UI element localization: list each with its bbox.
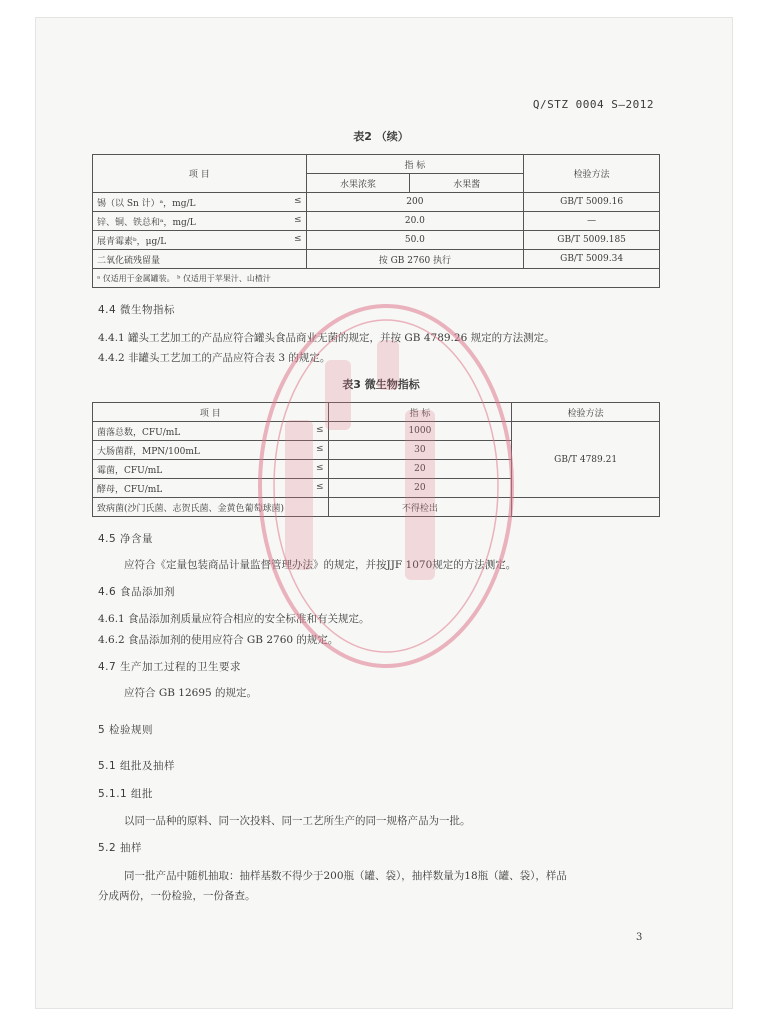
row-op: ≤ <box>316 443 324 454</box>
section-4-6-2-text: 4.6.2 食品添加剂的使用应符合 GB 2760 的规定。 <box>98 634 339 646</box>
row-item: 二氧化硫残留量 <box>97 255 161 266</box>
row-value: 200 <box>306 193 524 212</box>
table3-head-item: 项 目 <box>93 403 329 422</box>
table2-footnote: ᵃ 仅适用于金属罐装。 ᵇ 仅适用于苹果汁、山楂汁 <box>93 269 660 288</box>
row-value: 1000 <box>328 422 512 441</box>
section-4-4-1-text: 4.4.1 罐头工艺加工的产品应符合罐头食品商业无菌的规定，并按 GB 4789.26 规定的方法测定。 <box>98 332 555 344</box>
table3-head-method: 检验方法 <box>512 403 660 422</box>
section-4-7-text: 应符合 GB 12695 的规定。 <box>124 687 258 699</box>
row-op: ≤ <box>316 462 324 473</box>
row-item: 霉菌，CFU/mL <box>97 465 163 476</box>
table-row <box>93 212 660 231</box>
row-item: 展青霉素ᵇ，μg/L <box>97 236 167 247</box>
section-5-1-1-text: 以同一品种的原料、同一次投料、同一工艺所生产的同一规格产品为一批。 <box>124 815 471 827</box>
section-4-6-title: 4.6 食品添加剂 <box>98 586 176 598</box>
row-value: 20 <box>328 479 512 498</box>
section-5-2-text-line1: 同一批产品中随机抽取：抽样基数不得少于200瓶（罐、袋），抽样数量为18瓶（罐、袋），样品 <box>124 870 567 882</box>
row-value: 不得检出 <box>328 498 512 517</box>
row-item: 致病菌(沙门氏菌、志贺氏菌、金黄色葡萄球菌) <box>93 498 329 517</box>
row-item: 锡（以 Sn 计）ᵃ，mg/L <box>97 198 196 209</box>
row-item: 锌、铜、铁总和ᵃ，mg/L <box>97 217 196 228</box>
table2-caption: 表2 （续） <box>353 130 409 143</box>
row-value: 20.0 <box>306 212 524 231</box>
row-item: 酵母，CFU/mL <box>97 484 163 495</box>
table3-head-index: 指 标 <box>328 403 512 422</box>
table2-head-sub1: 水果浓浆 <box>306 174 410 193</box>
section-5-2-text-line2: 分成两份，一份检验，一份备查。 <box>98 890 256 902</box>
section-4-5-text: 应符合《定量包装商品计量监督管理办法》的规定，并按JJF 1070规定的方法测定。 <box>124 559 517 571</box>
page-number: 3 <box>636 932 643 943</box>
row-value: 按 GB 2760 执行 <box>306 250 524 269</box>
row-method: GB/T 5009.185 <box>524 231 660 250</box>
table2-head-index: 指 标 <box>306 155 524 174</box>
table-row <box>93 250 660 269</box>
section-5-1-1-title: 5.1.1 组批 <box>98 788 154 800</box>
row-item: 菌落总数，CFU/mL <box>97 427 181 438</box>
section-4-4-2-text: 4.4.2 非罐头工艺加工的产品应符合表 3 的规定。 <box>98 352 331 364</box>
section-4-5-title: 4.5 净含量 <box>98 533 154 545</box>
table3-caption: 表3 微生物指标 <box>342 378 420 391</box>
table2-head-method: 检验方法 <box>524 155 660 193</box>
row-method: GB/T 5009.34 <box>524 250 660 269</box>
standard-code: Q/STZ 0004 S—2012 <box>532 98 654 111</box>
row-op: ≤ <box>294 214 302 225</box>
section-4-6-1-text: 4.6.1 食品添加剂质量应符合相应的安全标准和有关规定。 <box>98 613 370 625</box>
row-op: ≤ <box>316 481 324 492</box>
section-5-1-title: 5.1 组批及抽样 <box>98 760 176 772</box>
section-4-4-title: 4.4 微生物指标 <box>98 304 176 316</box>
row-value: 20 <box>328 460 512 479</box>
table2 <box>92 154 660 288</box>
table-row <box>93 231 660 250</box>
row-op: ≤ <box>316 424 324 435</box>
table3-method: GB/T 4789.21 <box>512 422 660 498</box>
row-op: ≤ <box>294 233 302 244</box>
table2-head-item: 项 目 <box>93 155 307 193</box>
section-5-2-title: 5.2 抽样 <box>98 842 143 854</box>
table-row <box>93 193 660 212</box>
row-item: 大肠菌群，MPN/100mL <box>97 446 200 457</box>
table2-head-sub2: 水果酱 <box>410 174 524 193</box>
row-method: GB/T 5009.16 <box>524 193 660 212</box>
section-5-title: 5 检验规则 <box>98 724 154 736</box>
section-4-7-title: 4.7 生产加工过程的卫生要求 <box>98 661 242 673</box>
row-value: 30 <box>328 441 512 460</box>
row-value: 50.0 <box>306 231 524 250</box>
row-op: ≤ <box>294 195 302 206</box>
official-stamp <box>255 300 517 672</box>
row-method: — <box>524 212 660 231</box>
